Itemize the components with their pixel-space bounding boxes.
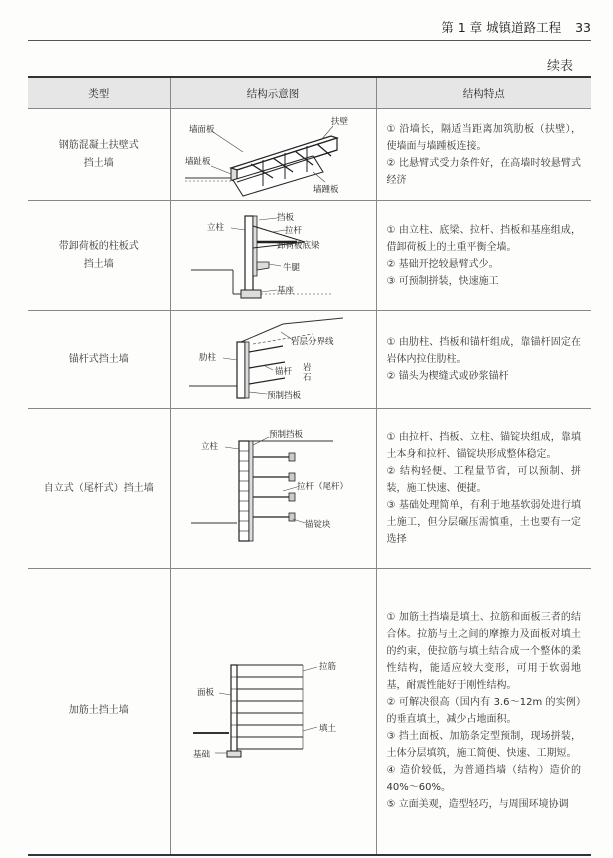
type-cell [28, 109, 170, 201]
label-reinforcement: 拉筋 [319, 662, 337, 673]
feature-item: ① 由立柱、底梁、拉杆、挡板和基座组成，借卸荷板上的土重平衡全墙。 [386, 224, 581, 253]
diagram-cell [170, 569, 376, 855]
diagram-cell [170, 109, 376, 201]
header-type: 类型 [28, 77, 170, 109]
label-anchor-block: 锚锭块 [305, 519, 331, 530]
header-diagram: 结构示意图 [170, 77, 376, 109]
header-rule [28, 40, 591, 41]
feature-item: ② 锚头为楔缝式或砂浆锚杆 [386, 371, 509, 382]
self-standing-wall-diagram [173, 419, 373, 559]
features-cell [376, 409, 591, 569]
anchor-wall-diagram [173, 314, 373, 406]
feature-item: ③ 挡土面板、加筋条定型预制，现场拼装，土体分层填筑，施工简便、快速、工期短。 [386, 731, 581, 760]
feature-item: ② 结构轻便、工程量节省，可以预制、拼装，施工快速、便捷。 [386, 466, 581, 494]
type-cell [28, 201, 170, 311]
diagram-cell [170, 409, 376, 569]
feature-item: ④ 造价较低，为普通挡墙（结构）造价的 40%～60%。 [386, 765, 581, 794]
type-line: 锚杆式挡土墙 [68, 353, 129, 365]
label-toe-slab: 墙趾板 [185, 156, 211, 167]
table-row [28, 109, 591, 201]
buttress-wall-diagram [173, 112, 373, 198]
type-cell [28, 311, 170, 409]
label-anchor-rod: 锚杆 [275, 366, 293, 377]
label-base: 基座 [277, 285, 295, 296]
label-buttress: 扶壁 [331, 116, 349, 127]
reinforced-earth-wall-diagram [173, 651, 373, 771]
label-column: 立柱 [201, 441, 219, 452]
feature-item: ① 由拉杆、挡板、立柱、锚锭块组成，靠填土本身和拉杆、锚锭块形成整体稳定。 [386, 432, 581, 460]
table-row [28, 311, 591, 409]
table-row [28, 201, 591, 311]
features-cell [376, 201, 591, 311]
label-rock-1: 岩 [303, 362, 312, 373]
chapter-title: 第 1 章 城镇道路工程 [441, 20, 562, 35]
type-line: 自立式（尾杆式）挡土墙 [43, 482, 154, 494]
feature-item: ① 沿墙长，隔适当距离加筑肋板（扶壁），使墙面与墙踵板连接。 [386, 123, 581, 152]
features-cell [376, 109, 591, 201]
label-rib-column: 肋柱 [199, 352, 217, 363]
feature-item: ② 基础开挖较悬臂式少。 [386, 258, 499, 270]
label-corbel: 牛腿 [283, 262, 301, 273]
type-line: 挡土墙 [83, 258, 114, 270]
features-cell [376, 311, 591, 409]
label-heel-slab: 墙踵板 [313, 184, 339, 195]
column-board-wall-diagram [173, 206, 373, 306]
type-cell [28, 569, 170, 855]
feature-item: ③ 可预制拼装，快速施工 [386, 275, 499, 287]
label-column: 立柱 [207, 222, 225, 233]
diagram-cell [170, 201, 376, 311]
label-tail-rod: 拉杆（尾杆） [297, 481, 349, 492]
retaining-wall-table [28, 76, 591, 856]
feature-item: ⑤ 立面美观，造型轻巧，与周围环境协调 [386, 799, 569, 811]
feature-item: ① 加筋土挡墙是填土、拉筋和面板三者的结合体。拉筋与土之间的摩擦力及面板对填土的约束，使拉筋与填土结合成一个整体的柔性结构，能适应较大变形，可用于软弱地基，耐震性能好于刚性结构。 [386, 612, 581, 692]
diagram-cell [170, 311, 376, 409]
table-row [28, 569, 591, 855]
table-row [28, 409, 591, 569]
label-relief-slab-beam: 卸荷板底梁 [277, 240, 320, 251]
label-wall-face-panel: 墙面板 [189, 124, 215, 135]
label-precast-board: 预制挡板 [267, 390, 302, 401]
label-face-panel: 面板 [197, 688, 215, 699]
feature-item: ② 比悬臂式受力条件好，在高墙时较悬臂式经济 [386, 157, 581, 186]
feature-item: ③ 基础处理简单，有利于地基软弱处进行填土施工，但分层碾压需慎重，土也要有一定选择 [386, 500, 581, 545]
type-line: 挡土墙 [83, 157, 114, 169]
feature-item: ① 由肋柱、挡板和锚杆组成，靠锚杆固定在岩体内拉住肋柱。 [386, 337, 581, 365]
running-header [441, 18, 591, 36]
label-fill: 填土 [319, 724, 337, 735]
page-number: 33 [575, 20, 591, 35]
label-precast-board: 预制挡板 [269, 429, 304, 440]
feature-item: ② 可解决很高（国内有 3.6～12m 的实例）的垂直填土，减少占地面积。 [386, 697, 581, 726]
type-line: 钢筋混凝土扶壁式 [58, 139, 139, 151]
type-line: 加筋土挡土墙 [68, 705, 129, 717]
table-header-row [28, 77, 591, 109]
features-cell [376, 569, 591, 855]
label-rock-2: 石 [303, 372, 312, 383]
label-board: 挡板 [277, 212, 295, 223]
label-tie-rod: 拉杆 [285, 225, 303, 236]
header-features: 结构特点 [376, 77, 591, 109]
label-rock-boundary: 岩层分界线 [291, 336, 334, 347]
label-foundation: 基础 [193, 750, 211, 761]
type-cell [28, 409, 170, 569]
continued-label: 续表 [546, 59, 573, 74]
type-line: 带卸荷板的柱板式 [58, 240, 139, 252]
